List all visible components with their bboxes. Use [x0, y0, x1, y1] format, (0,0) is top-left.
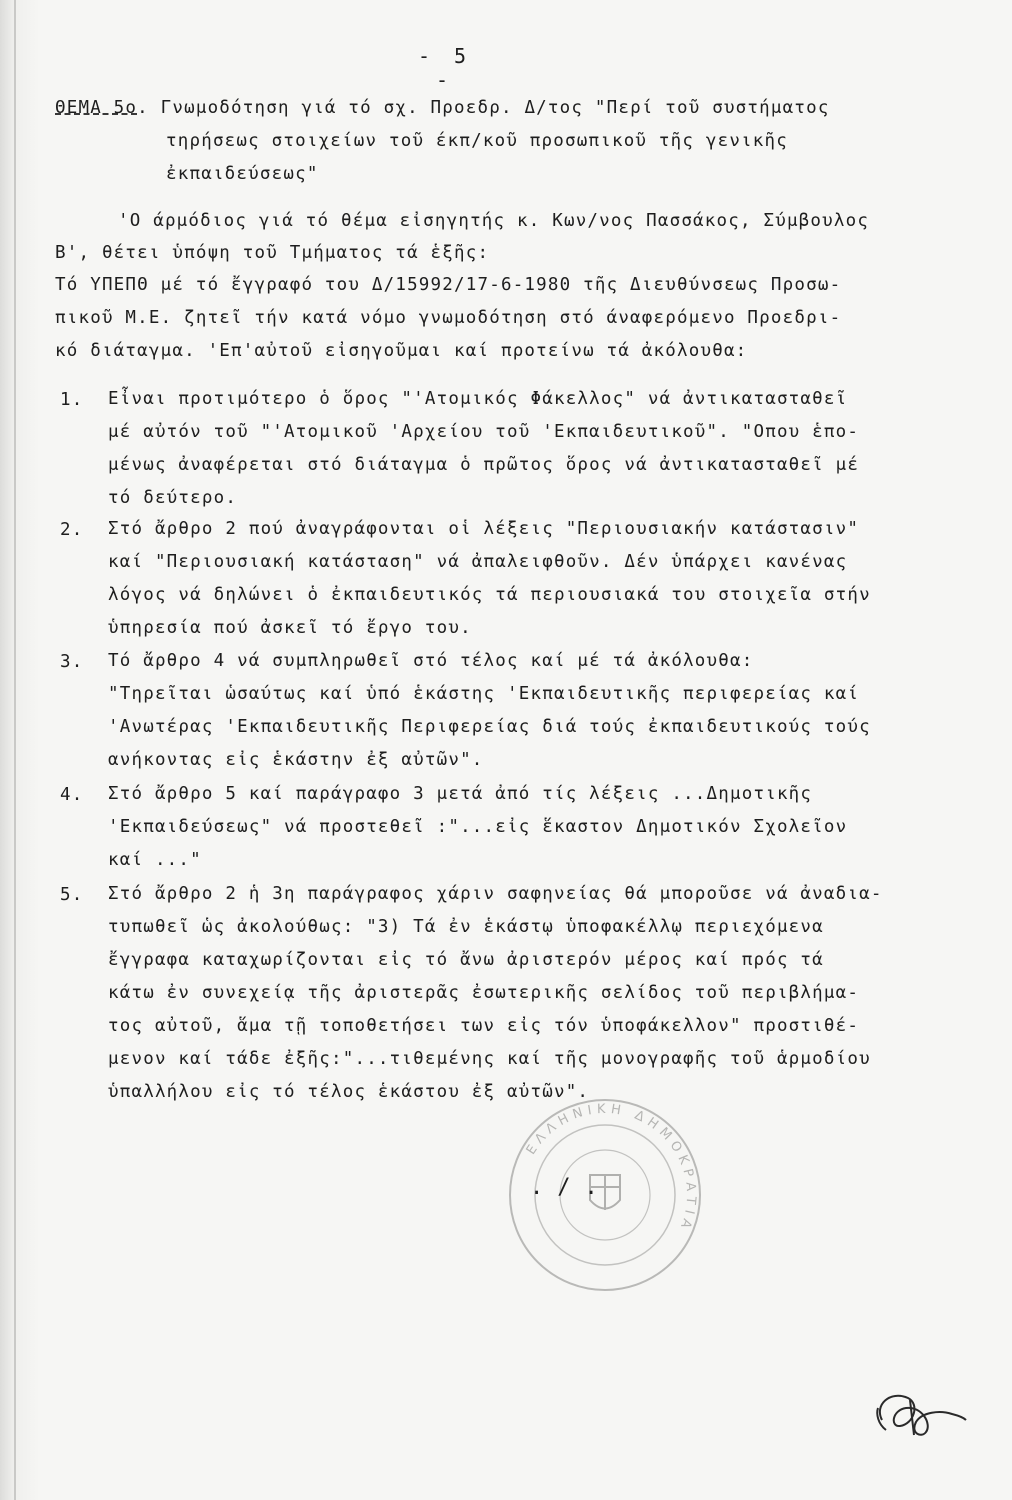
item-4-line-2: 'Εκπαιδεύσεως" νά προστεθεῖ :"...εἰς ἕκαστον Δημοτικόν Σχολεῖον — [108, 817, 848, 837]
item-3-line-3: 'Ανωτέρας 'Εκπαιδευτικῆς Περιφερείας διά τούς ἐκπαιδευτικούς τούς — [108, 717, 871, 737]
item-2-line-4: ὑπηρεσία πού ἀσκεῖ τό ἔργο του. — [108, 618, 472, 638]
item-number: 3. — [60, 652, 84, 672]
item-number: 4. — [60, 785, 84, 805]
item-2-line-1: Στό ἄρθρο 2 πού ἀναγράφονται οἱ λέξεις "Περιουσιακήν κατάστασιν" — [108, 519, 860, 539]
heading-line-1 — [55, 97, 830, 119]
item-number: 1. — [60, 390, 84, 410]
page-edge — [14, 0, 16, 1500]
heading-line-2: τηρήσεως στοιχείων τοῦ έκπ/κοῦ προσωπικοῦ τῆς γενικῆς — [166, 131, 789, 151]
item-3-line-2: "Τηρεῖται ὡσαύτως καί ὑπό ἑκάστης 'Εκπαιδευτικῆς περιφερείας καί — [108, 684, 860, 704]
page-number: - 5 - — [417, 44, 473, 92]
intro-line-3: Τό ΥΠΕΠΘ μέ τό ἔγγραφό του Δ/15992/17-6-1980 τῆς Διευθύνσεως Προσω- — [55, 275, 842, 295]
item-1-line-4: τό δεύτερο. — [108, 488, 238, 508]
item-5-line-4: κάτω ἐν συνεχείᾳ τῆς ἀριστερᾶς ἐσωτερικῆς σελίδος τοῦ περιβλήμα- — [108, 983, 860, 1003]
intro-line-4: πικοῦ Μ.Ε. ζητεῖ τήν κατά νόμο γνωμοδότηση στό άναφερόμενο Προεδρι- — [55, 308, 842, 328]
item-2-line-3: λόγος νά δηλώνει ὁ ἐκπαιδευτικός τά περιουσιακά του στοιχεῖα στήν — [108, 585, 871, 605]
item-5-line-3: ἔγγραφα καταχωρίζονται εἰς τό ἄνω ἀριστερόν μέρος καί πρός τά — [108, 950, 824, 970]
item-number: 2. — [60, 520, 84, 540]
stamp-text: ΕΛΛΗΝΙΚΗ ΔΗΜΟΚΡΑΤΙΑ — [523, 1101, 699, 1235]
item-4-line-3: καί ..." — [108, 850, 202, 870]
heading-text: . Γνωμοδότηση γιά τό σχ. Προεδρ. Δ/τος "Περί τοῦ συστήματος — [137, 98, 830, 118]
intro-line-1: 'Ο άρμόδιος γιά τό θέμα εἰσηγητής κ. Κων/νος Πασσάκος, Σύμβουλος — [118, 211, 870, 231]
item-5-line-5: τος αὐτοῦ, ἅμα τῇ τοποθετήσει των εἰς τόν ὑποφάκελλον" προστιθέ- — [108, 1016, 860, 1036]
item-5-line-2: τυπωθεῖ ὡς ἀκολούθως: "3) Τά ἐν ἑκάστῳ ὑποφακέλλῳ περιεχόμενα — [108, 917, 824, 937]
item-1-line-3: μένως ἀναφέρεται στό διάταγμα ὁ πρῶτος ὅρος νά ἀντικατασταθεῖ μέ — [108, 455, 860, 475]
item-number: 5. — [60, 885, 84, 905]
handwritten-signature — [870, 1380, 970, 1450]
item-3-line-4: ανήκοντας εἰς ἑκάστην ἐξ αὐτῶν". — [108, 750, 484, 770]
item-5-line-7: ὑπαλλήλου εἰς τό τέλος ἑκάστου ἐξ αὐτῶν". — [108, 1082, 590, 1102]
item-2-line-2: καί "Περιουσιακή κατάσταση" νά ἀπαλειφθοῦν. Δέν ὑπάρχει κανένας — [108, 552, 848, 572]
item-5-line-1: Στό ἄρθρο 2 ἡ 3η παράγραφος χάριν σαφηνείας θά μποροῦσε νά ἀναδια- — [108, 884, 883, 904]
item-1-line-1: Εἶναι προτιμότερο ὁ ὅρος "'Ατομικός Φάκελλος" νά ἀντικατασταθεῖ — [108, 389, 848, 409]
item-1-line-2: μέ αὐτόν τοῦ "'Ατομικοῦ 'Αρχείου τοῦ 'Εκπαιδευτικοῦ". "Οπου ἑπο- — [108, 422, 860, 442]
intro-line-2: Β', θέτει ὑπόψη τοῦ Τμήματος τά ἑξῆς: — [55, 243, 490, 263]
heading-key: ΘΕΜΑ 5ο — [55, 98, 138, 118]
end-mark: ./. — [530, 1175, 612, 1200]
intro-line-5: κό διάταγμα. 'Επ'αὐτοῦ εἰσηγοῦμαι καί προτείνω τά ἀκόλουθα: — [55, 341, 748, 361]
item-5-line-6: μενον καί τάδε ἐξῆς:"...τιθεμένης καί τῆς μονογραφῆς τοῦ ἁρμοδίου — [108, 1049, 871, 1069]
heading-line-3: ἐκπαιδεύσεως" — [166, 164, 319, 184]
item-4-line-1: Στό ἄρθρο 5 καί παράγραφο 3 μετά ἀπό τίς λέξεις ...Δημοτικῆς — [108, 784, 813, 804]
item-3-line-1: Τό ἄρθρο 4 νά συμπληρωθεῖ στό τέλος καί μέ τά ἀκόλουθα: — [108, 651, 754, 671]
